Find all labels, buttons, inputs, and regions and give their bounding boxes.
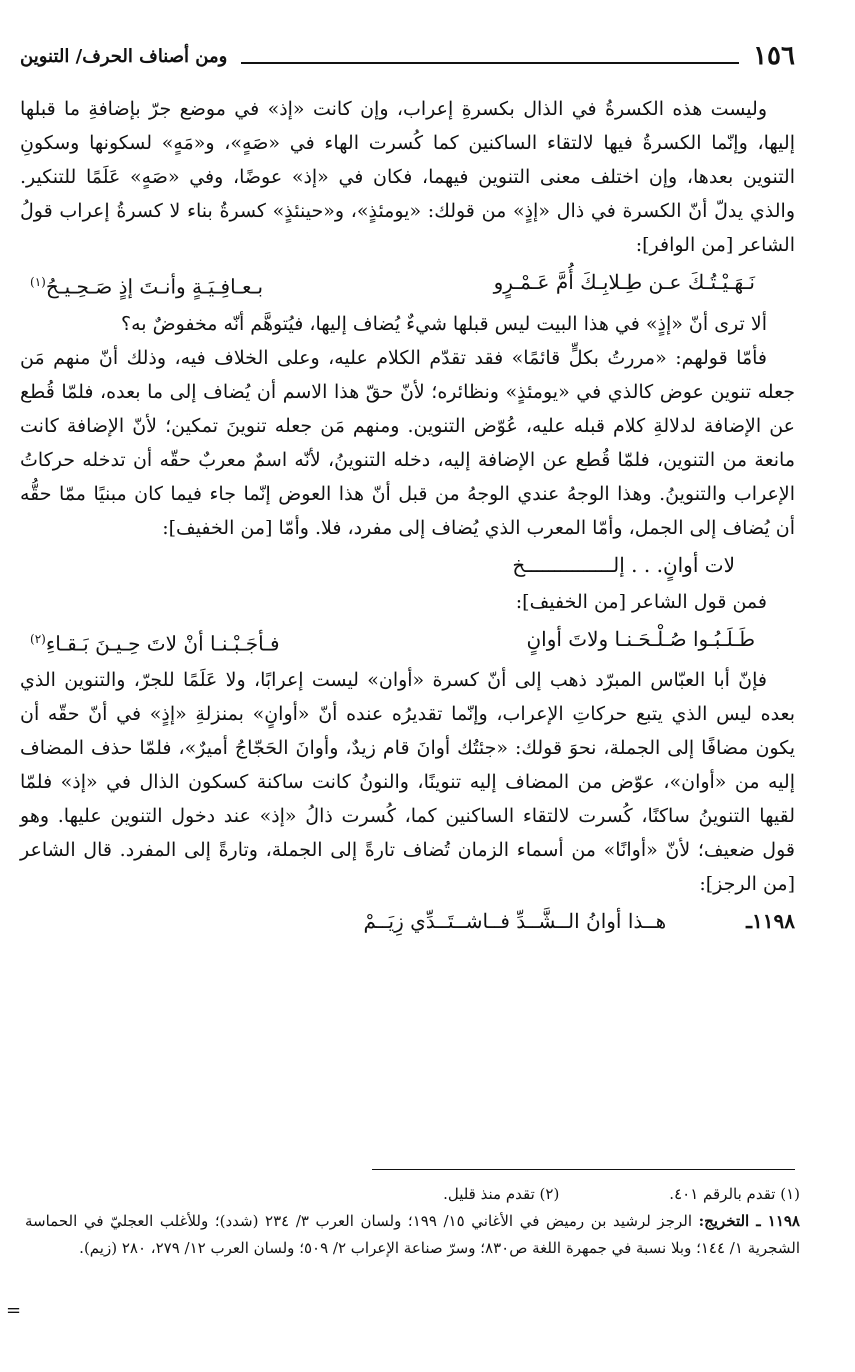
footnote-1: (١) تقدم بالرقم ٤٠١. xyxy=(669,1185,800,1203)
paragraph-5: فإنّ أبا العبّاس المبرّد ذهب إلى أنّ كسرة «أوان» ليست إعرابًا، ولا عَلَمًا للجرّ، والتنوين الذي بعده ليس الذي يتبع حركاتِ الإعراب، وإنّما تقديرُه عنده أنّ «أوانٍ» بمنزلةِ «إذٍ» في أنّ حقّه أن يكون مضافًا إلى الجملة، نحوَ قولك: «جئتُك أوانَ قام زيدٌ، وأوانَ الحَجّاجُ أميرٌ»، فلمّا حذف المضاف إليه من «أوان»، عوّض من المضاف إليه تنوينًا، والنونُ كانت ساكنة كسكون الذال في «إذ» فلمّا لقيها التنوينُ ساكنًا، كُسرت لالتقاء الساكنين كما، كُسرت ذالُ «إذ» عند دخول التنوين عليها. وهو قول ضعيف؛ لأنّ «أوانًا» من أسماء الزمان تُضاف تارةً إلى الجملة، وتارةً إلى المفرد. قال الشاعر [من الرجز]: xyxy=(20,669,795,896)
paragraph-4: فمن قول الشاعر [من الخفيف]: xyxy=(515,590,767,613)
takhrij-label: ١١٩٨ ـ التخريج: xyxy=(698,1212,800,1230)
verse-2 xyxy=(20,545,795,585)
header-title: ومن أصناف الحرف/ التنوين xyxy=(20,45,228,67)
verse-number: ١١٩٨ـ xyxy=(746,909,795,934)
main-text xyxy=(20,92,795,941)
footnote-rule xyxy=(372,1169,795,1170)
footnote-2: (٢) تقدم منذ قليل. xyxy=(443,1185,560,1203)
footnote-row xyxy=(25,1181,800,1208)
verse-3 xyxy=(20,619,795,664)
paragraph-3: فأمّا قولهم: «مررتُ بكلٍّ قائمًا» فقد تقدّم الكلام عليه، وعلى الخلاف فيه، وذلك أنّ منهم مَن جعله تنوين عوض كالذي في «يومئذٍ» ونظائره؛ لأنّ حقّ هذا الاسم أن يُضاف إلى ما بعده، فلمّا قُطع عن الإضافة لدلالةِ كلام قبله عليه، عُوّض التنوين. ومنهم مَن جعله تنوينَ تمكين؛ لأنّ الإضافة كانت مانعة من التنوين، فلمّا قُطع عن الإضافة إليه، دخله التنوينُ، لأنّه اسمٌ معربٌ حقّه أن تدخله حركاتُ الإعراب والتنوينُ. وهذا الوجهُ عندي الوجهُ من قبل أنّ هذا العوض إنّما جاء فيما كان مبنيًا ممّا حقُّه أن يُضاف إلى الجمل، وأمّا المعرب الذي يُضاف إلى مفرد، فلا. وأمّا [من الخفيف]: xyxy=(20,346,795,539)
verse-1-second-hemistich xyxy=(30,262,263,307)
verse-1 xyxy=(20,262,795,307)
running-header xyxy=(20,36,795,76)
verse-1-first-hemistich: نَـهَـيْـتُـكَ عـن طِـلابِـكَ أُمَّ عَـمْـرٍو xyxy=(493,270,755,294)
verse-3-first-hemistich: طَـلَـبُـوا صُـلْـحَـنـا ولاتَ أوانٍ xyxy=(526,626,755,651)
takhrij-note xyxy=(25,1208,800,1262)
footnotes xyxy=(25,1181,800,1262)
margin-mark: = xyxy=(6,1300,22,1321)
rajaz-verse xyxy=(20,901,795,941)
verse-3-second-hemistich xyxy=(30,619,280,664)
header-rule xyxy=(241,62,739,64)
footnote-ref-2: (٢) xyxy=(30,631,46,646)
verse-3-second-text: فـأجَـبْـنـا أنْ لاتَ حِـيـنَ بَـقـاءِ xyxy=(45,631,280,656)
page-number: ١٥٦ xyxy=(753,41,795,71)
paragraph-2: ألا ترى أنّ «إذٍ» في هذا البيت ليس قبلها شيءٌ يُضاف إليها، فيُتوهَّم أنّه مخفوضٌ به؟ xyxy=(121,312,767,335)
takhrij-text: الرجز لرشيد بن رميض في الأغاني ١٥/ ١٩٩؛ ولسان العرب ٣/ ٢٣٤ (شدد)؛ وللأغلب العجليّ في الحماسة الشجرية ١/ ١٤٤؛ وبلا نسبة في جمهرة اللغة ص٨٣٠؛ وسرّ صناعة الإعراب ٢/ ٥٠٩؛ ولسان العرب ١٢/ ٢٧٩، ٢٨٠ (زيم). xyxy=(25,1212,800,1257)
verse-2-text: لات أوانٍ. . . إلـــــــــــــــخ xyxy=(512,552,735,577)
paragraph-1: وليست هذه الكسرةُ في الذال بكسرةِ إعراب، وإن كانت «إذ» في موضع جرّ بإضافةِ ما قبلها إليها، وإنّما الكسرةُ فيها لالتقاء الساكنين كما كُسرت الهاء في «صَهٍ»، و«مَهٍ» لسكونها وسكونِ التنوين بعدها، وإن اختلف معنى التنوين فيهما، فكان في «إذ» عوضًا، وفي «صَهٍ» عَلَمًا للتنكير. والذي يدلّ أنّ الكسرة في ذال «إذٍ» من قولك: «يومئذٍ»، و«حينئذٍ» كسرةُ بناء لا كسرةُ إعراب قولُ الشاعر [من الوافر]: xyxy=(20,98,795,256)
rajaz-text: هــذا أوانُ الــشَّــدِّ فــاشــتَــدِّي زِيَــمْ xyxy=(363,909,667,934)
verse-1-second-text: بـعـافِـيَـةٍ وأنـتَ إذٍ صَـحِـيـحُ xyxy=(45,274,264,299)
footnote-ref-1: (١) xyxy=(30,275,46,289)
